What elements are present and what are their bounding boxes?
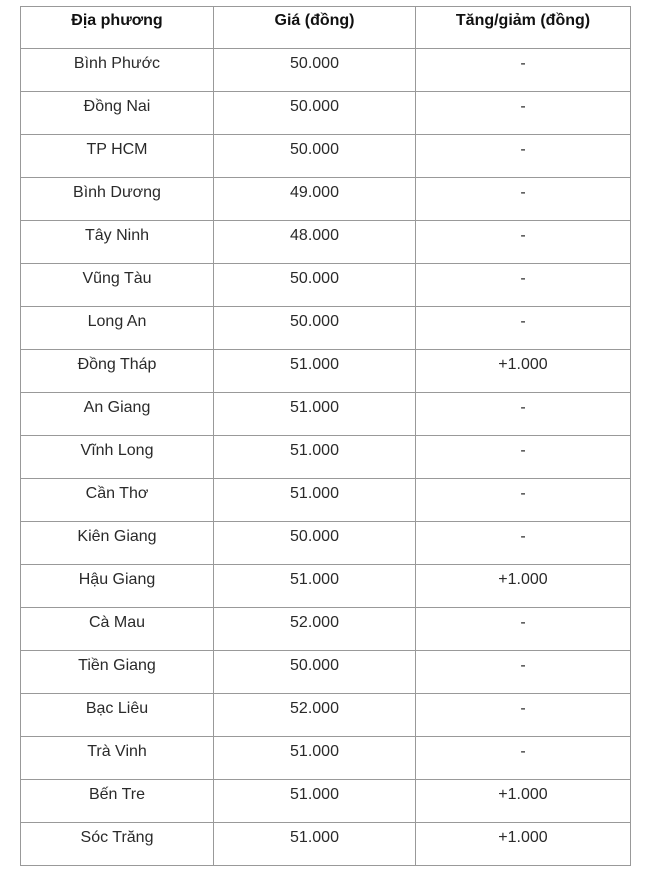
table-header [21, 7, 631, 49]
price-cell: 51.000 [214, 393, 416, 436]
region-cell: Vũng Tàu [21, 264, 214, 307]
region-cell: Bến Tre [21, 780, 214, 823]
price-cell: 49.000 [214, 178, 416, 221]
change-cell: - [416, 393, 631, 436]
change-cell: +1.000 [416, 565, 631, 608]
region-cell: Trà Vinh [21, 737, 214, 780]
table-row [21, 92, 631, 135]
table-row [21, 737, 631, 780]
table-row [21, 479, 631, 522]
table-row [21, 608, 631, 651]
header-price: Giá (đồng) [214, 7, 416, 49]
change-cell: - [416, 178, 631, 221]
table-row [21, 780, 631, 823]
region-cell: Tây Ninh [21, 221, 214, 264]
price-cell: 52.000 [214, 608, 416, 651]
change-cell: - [416, 307, 631, 350]
price-cell: 51.000 [214, 350, 416, 393]
price-cell: 51.000 [214, 436, 416, 479]
price-cell: 50.000 [214, 522, 416, 565]
region-cell: An Giang [21, 393, 214, 436]
table-row [21, 264, 631, 307]
change-cell: - [416, 49, 631, 92]
change-cell: - [416, 608, 631, 651]
price-cell: 50.000 [214, 135, 416, 178]
change-cell: - [416, 135, 631, 178]
change-cell: - [416, 92, 631, 135]
header-change: Tăng/giảm (đồng) [416, 7, 631, 49]
region-cell: Cà Mau [21, 608, 214, 651]
price-cell: 51.000 [214, 565, 416, 608]
region-cell: Bạc Liêu [21, 694, 214, 737]
table-body [21, 49, 631, 866]
change-cell: - [416, 479, 631, 522]
region-cell: Bình Phước [21, 49, 214, 92]
table-row [21, 221, 631, 264]
table-row [21, 350, 631, 393]
price-cell: 52.000 [214, 694, 416, 737]
table-row [21, 522, 631, 565]
table-row [21, 135, 631, 178]
table-row [21, 565, 631, 608]
price-cell: 48.000 [214, 221, 416, 264]
table-row [21, 651, 631, 694]
table-row [21, 436, 631, 479]
change-cell: - [416, 221, 631, 264]
header-row [21, 7, 631, 49]
region-cell: Long An [21, 307, 214, 350]
region-cell: Hậu Giang [21, 565, 214, 608]
region-cell: Bình Dương [21, 178, 214, 221]
region-cell: Tiền Giang [21, 651, 214, 694]
change-cell: - [416, 651, 631, 694]
price-cell: 51.000 [214, 479, 416, 522]
table-row [21, 393, 631, 436]
change-cell: - [416, 522, 631, 565]
price-table [20, 6, 631, 866]
region-cell: Sóc Trăng [21, 823, 214, 866]
change-cell: +1.000 [416, 823, 631, 866]
price-cell: 50.000 [214, 651, 416, 694]
table-row [21, 178, 631, 221]
price-cell: 50.000 [214, 307, 416, 350]
change-cell: +1.000 [416, 780, 631, 823]
region-cell: Vĩnh Long [21, 436, 214, 479]
table-row [21, 307, 631, 350]
change-cell: - [416, 264, 631, 307]
region-cell: Đồng Nai [21, 92, 214, 135]
price-cell: 51.000 [214, 823, 416, 866]
change-cell: - [416, 737, 631, 780]
price-cell: 50.000 [214, 49, 416, 92]
change-cell: - [416, 436, 631, 479]
table-row [21, 823, 631, 866]
price-cell: 50.000 [214, 92, 416, 135]
price-cell: 51.000 [214, 737, 416, 780]
region-cell: Cần Thơ [21, 479, 214, 522]
header-region: Địa phương [21, 7, 214, 49]
price-cell: 51.000 [214, 780, 416, 823]
change-cell: - [416, 694, 631, 737]
table-row [21, 49, 631, 92]
change-cell: +1.000 [416, 350, 631, 393]
table-row [21, 694, 631, 737]
region-cell: Đồng Tháp [21, 350, 214, 393]
price-cell: 50.000 [214, 264, 416, 307]
region-cell: Kiên Giang [21, 522, 214, 565]
region-cell: TP HCM [21, 135, 214, 178]
